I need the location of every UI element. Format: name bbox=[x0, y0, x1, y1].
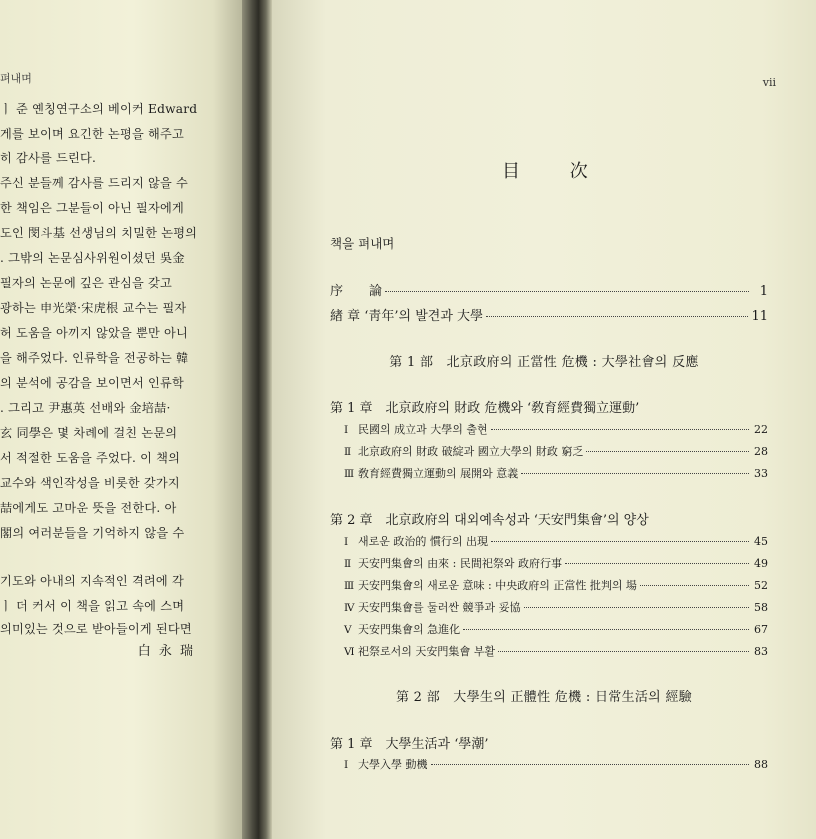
toc-part-heading: 第 2 部 大學生의 正體性 危機 : 日常生活의 經驗 bbox=[395, 690, 693, 705]
toc-section-title: 祀祭로서의 天安門集會 부활 bbox=[358, 645, 496, 658]
toc-section-page: 83 bbox=[754, 645, 768, 658]
toc-leader bbox=[586, 449, 749, 452]
toc-title: 目 次 bbox=[502, 161, 610, 182]
toc-section-number: Ⅰ bbox=[344, 759, 349, 771]
toc-section-number: Ⅲ bbox=[344, 468, 355, 480]
left-page-line: 필자의 논문에 깊은 관심을 갖고 bbox=[0, 276, 172, 290]
toc-section-entry bbox=[344, 533, 768, 549]
left-page-line: . 그리고 尹惠英 선배와 金培喆· bbox=[0, 401, 171, 415]
toc-section-title: 北京政府의 財政 破綻과 國立大學의 財政 窮乏 bbox=[358, 445, 584, 458]
left-page-line: 閣의 여러분들을 기억하지 않을 수 bbox=[0, 526, 185, 540]
toc-entry-label: 緖 章 ‘靑年’의 발견과 大學 bbox=[330, 309, 484, 324]
left-page-line: 광하는 申光榮·宋虎根 교수는 필자 bbox=[0, 301, 187, 315]
left-page-line: 교수와 색인작성을 비롯한 갖가지 bbox=[0, 476, 180, 490]
toc-section-number: Ⅳ bbox=[344, 602, 355, 614]
toc-section-page: 67 bbox=[754, 623, 768, 636]
left-page-line: 을 해주었다. 인류학을 전공하는 韓 bbox=[0, 351, 189, 365]
left-page-line: 게를 보이며 요긴한 논평을 해주고 bbox=[0, 127, 184, 141]
toc-section-number: Ⅰ bbox=[344, 424, 349, 436]
toc-leader bbox=[565, 561, 749, 564]
author-signature: 白 永 瑞 bbox=[137, 644, 195, 659]
left-page-line: ㅣ 더 커서 이 책을 읽고 속에 스며 bbox=[0, 599, 185, 613]
toc-chapter-heading: 第 1 章 北京政府의 財政 危機와 ‘敎育經費獨立運動’ bbox=[330, 401, 640, 416]
left-page-line: 의미있는 것으로 받아들이게 된다면 bbox=[0, 622, 192, 636]
toc-leader bbox=[491, 539, 749, 542]
toc-chapter-heading: 第 2 章 北京政府의 대외예속성과 ‘天安門集會’의 양상 bbox=[330, 513, 649, 528]
toc-section-entry bbox=[344, 577, 768, 593]
toc-section-entry bbox=[344, 465, 768, 481]
left-page-line: . 그밖의 논문심사위원이셨던 吳金 bbox=[0, 251, 185, 265]
toc-leader bbox=[491, 427, 749, 430]
toc-section-entry bbox=[344, 599, 768, 615]
left-running-head: 펴내며 bbox=[0, 72, 32, 85]
toc-section-entry bbox=[344, 756, 768, 772]
left-page-line: ㅣ 준 옌칭연구소의 베이커 Edward bbox=[0, 102, 198, 116]
toc-section-page: 49 bbox=[754, 557, 768, 570]
left-page-line: 서 적절한 도움을 주었다. 이 책의 bbox=[0, 451, 181, 465]
toc-section-number: Ⅲ bbox=[344, 580, 355, 592]
left-page-line: 한 책임은 그분들이 아닌 필자에게 bbox=[0, 201, 184, 215]
toc-section-title: 天安門集會를 둘러싼 競爭과 妥協 bbox=[358, 601, 521, 614]
toc-section-page: 88 bbox=[754, 758, 768, 771]
toc-section-title: 天安門集會의 새로운 意味 : 中央政府의 正當性 批判의 場 bbox=[358, 579, 637, 592]
toc-section-entry bbox=[344, 443, 768, 459]
toc-leader bbox=[486, 314, 748, 317]
toc-section-page: 28 bbox=[754, 445, 768, 458]
toc-entry-page: 1 bbox=[759, 284, 768, 299]
book-gutter bbox=[242, 0, 272, 839]
toc-leader bbox=[521, 471, 749, 474]
toc-section-number: Ⅱ bbox=[344, 558, 352, 570]
toc-section-entry bbox=[344, 621, 768, 637]
toc-leader bbox=[524, 605, 749, 608]
left-page-line: 의 분석에 공감을 보이면서 인류학 bbox=[0, 376, 184, 390]
left-page-line: 허 도움을 아끼지 않았을 뿐만 아니 bbox=[0, 326, 188, 340]
toc-section-title: 民國의 成立과 大學의 출현 bbox=[358, 423, 488, 436]
toc-section-page: 58 bbox=[754, 601, 768, 614]
toc-leader bbox=[385, 289, 749, 292]
toc-section-number: Ⅵ bbox=[344, 646, 355, 658]
toc-section-number: Ⅰ bbox=[344, 536, 349, 548]
toc-leader bbox=[498, 649, 749, 652]
toc-section-page: 45 bbox=[754, 535, 768, 548]
toc-section-title: 敎育經費獨立運動의 展開와 意義 bbox=[358, 467, 519, 480]
toc-entry-intro bbox=[330, 280, 768, 299]
left-page-line: 히 감사를 드린다. bbox=[0, 151, 97, 165]
toc-entry-prologue bbox=[330, 305, 768, 324]
right-page bbox=[272, 0, 816, 839]
toc-section-title: 天安門集會의 急進化 bbox=[358, 623, 461, 636]
toc-section-page: 33 bbox=[754, 467, 768, 480]
toc-entry-page: 11 bbox=[751, 309, 768, 324]
left-page-line: 주신 분들께 감사를 드리지 않을 수 bbox=[0, 176, 188, 190]
toc-section-entry bbox=[344, 643, 768, 659]
left-page-line: 玄 同學은 몇 차례에 걸친 논문의 bbox=[0, 426, 178, 440]
toc-preface: 책을 펴내며 bbox=[330, 236, 395, 251]
toc-leader bbox=[431, 762, 750, 765]
toc-section-title: 새로운 政治的 慣行의 出現 bbox=[358, 535, 488, 548]
toc-section-entry bbox=[344, 421, 768, 437]
left-page-line: 도인 閔斗基 선생님의 치밀한 논평의 bbox=[0, 226, 198, 240]
page-number: vii bbox=[762, 76, 776, 89]
toc-section-entry bbox=[344, 555, 768, 571]
toc-section-title: 天安門集會의 由來 : 民間祀祭와 政府行事 bbox=[358, 557, 562, 570]
toc-section-number: Ⅱ bbox=[344, 446, 352, 458]
left-page-line: 喆에게도 고마운 뜻을 전한다. 아 bbox=[0, 501, 177, 515]
toc-section-page: 52 bbox=[754, 579, 768, 592]
toc-section-page: 22 bbox=[754, 423, 768, 436]
toc-leader bbox=[640, 583, 749, 586]
toc-entry-label: 序 論 bbox=[330, 284, 383, 299]
toc-leader bbox=[463, 627, 749, 630]
toc-section-number: Ⅴ bbox=[344, 624, 352, 636]
toc-part-heading: 第 1 部 北京政府의 正當性 危機 : 大學社會의 反應 bbox=[389, 355, 699, 370]
toc-section-title: 大學入學 動機 bbox=[358, 758, 428, 771]
toc-chapter-heading: 第 1 章 大學生活과 ‘學潮’ bbox=[330, 737, 489, 752]
left-page bbox=[0, 0, 242, 839]
left-page-line: 기도와 아내의 지속적인 격려에 각 bbox=[0, 574, 184, 588]
